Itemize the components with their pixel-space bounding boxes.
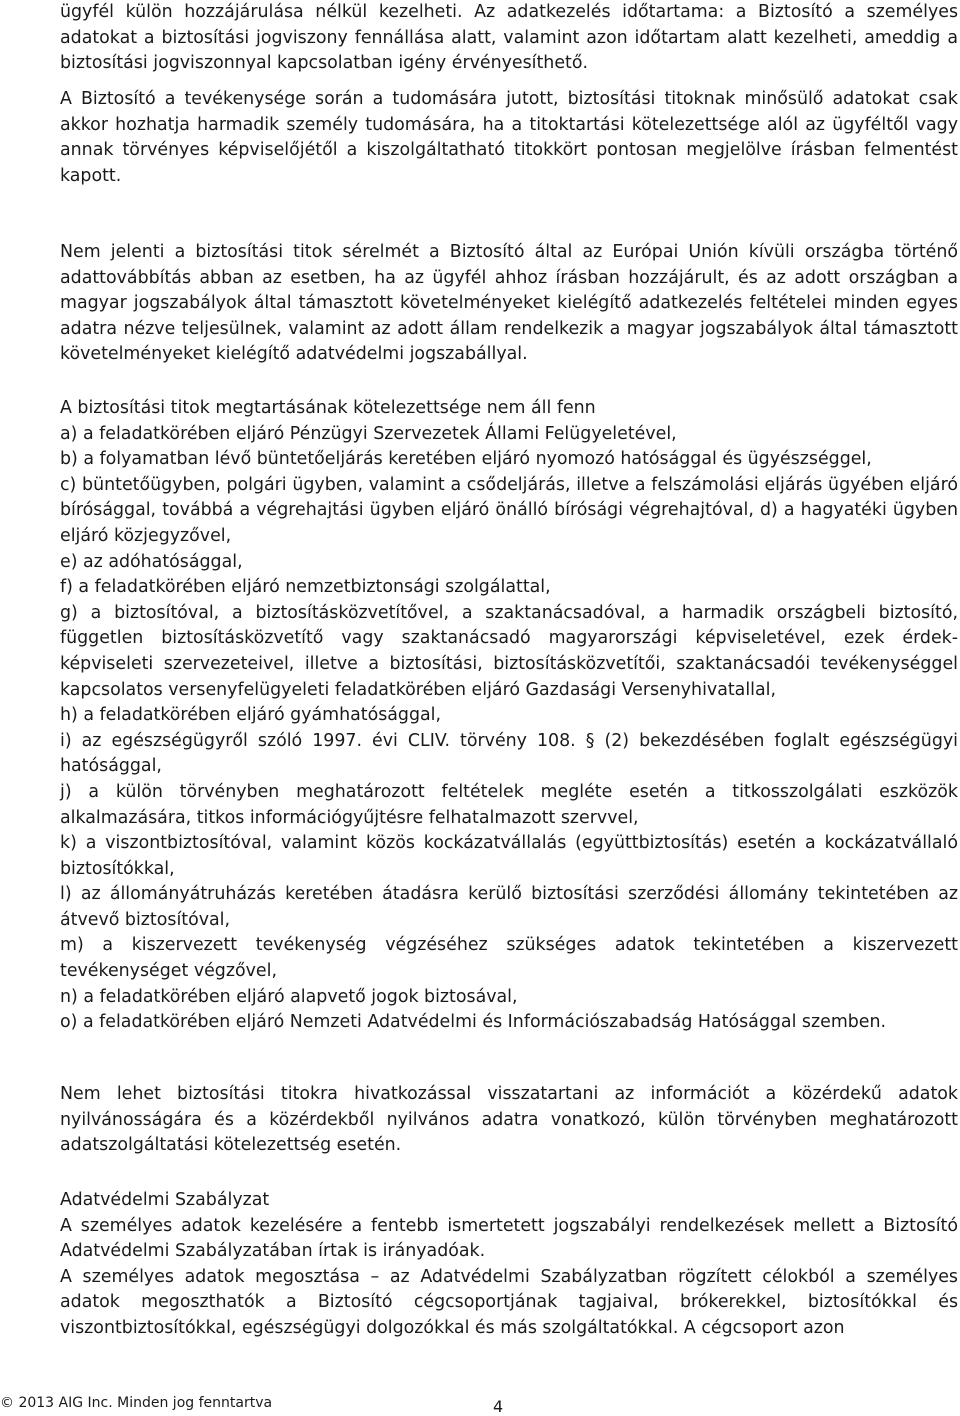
page-number: 4 bbox=[493, 1397, 504, 1416]
list-item: k) a viszontbiztosítóval, valamint közös kockázatvállalás (együttbiztosítás) esetén a kockázatvállaló biztosítókkal, bbox=[60, 833, 958, 879]
paragraph-public-data: Nem lehet biztosítási titokra hivatkozással visszatartani az információt a közérdekű adatok nyilvánosságára és a közérdekből nyilvános adatra vonatkozó, külön törvényben meghatározott adatszolgáltatási kötelezettség esetén. bbox=[60, 1084, 958, 1156]
paragraph-policy: A személyes adatok kezelésére a fentebb ismertetett jogszabályi rendelkezések mellett a Biztosító Adatvédelmi Szabályzatában írtak is irányadóak. bbox=[60, 1215, 958, 1262]
list-item: m) a kiszervezett tevékenység végzéséhez szükséges adatok tekintetében a kiszervezett tevékenységet végzővel, bbox=[60, 935, 958, 982]
list-item: h) a feladatkörében eljáró gyámhatósággal, bbox=[60, 705, 442, 726]
list-item: n) a feladatkörében eljáró alapvető jogok biztosával, bbox=[60, 986, 518, 1007]
list-item: e) az adóhatósággal, bbox=[60, 551, 243, 572]
list-item: f) a feladatkörében eljáró nemzetbiztonsági szolgálattal, bbox=[60, 577, 551, 598]
paragraph-sharing: A személyes adatok megosztása – az Adatvédelmi Szabályzatban rögzített célokból a személyes adatok megoszthatók a Biztosító cégcsoportjának tagjaival, brókerekkel, biztosítókkal és viszontbiztosítókkal, egészségügyi dolgozókkal és más szolgáltatókkal. A cégcsoport azon bbox=[60, 1266, 958, 1338]
list-item: c) büntetőügyben, polgári ügyben, valamint a csődeljárás, illetve a felszámolási eljárás ügyében eljáró bírósággal, továbbá a végrehajtási ügyben eljáró önálló bírósági végrehajtóval, d) a hagyatéki ügyben eljáró közjegyzővel, bbox=[60, 474, 958, 546]
list-intro: A biztosítási titok megtartásának kötelezettsége nem áll fenn bbox=[60, 398, 596, 418]
paragraph-data-retention: ügyfél külön hozzájárulása nélkül kezelheti. Az adatkezelés időtartama: a Biztosító a személyes adatokat a biztosítási jogviszony fennállása alatt, valamint azon időtartam alatt kezelheti, ameddig a biztosítási jogviszonnyal kapcsolatban igény érvényesíthető. bbox=[60, 2, 958, 74]
list-item: a) a feladatkörében eljáró Pénzügyi Szervezetek Állami Felügyeletével, bbox=[60, 423, 677, 444]
list-item: g) a biztosítóval, a biztosításközvetítővel, a szaktanácsadóval, a harmadik országbeli biztosító, független biztosításközvetítő vagy szaktanácsadó magyarországi képviseletével, ezek érdek-képviseleti szervezeteivel, illetve a biztosítási, biztosításközvetítői, szaktanácsadói tevékenységgel kapcsolatos versenyfelügyeleti feladatkörében eljáró Gazdasági Versenyhivatallal, bbox=[60, 602, 958, 700]
list-item: o) a feladatkörében eljáró Nemzeti Adatvédelmi és Információszabadság Hatósággal szemben. bbox=[60, 1012, 887, 1033]
list-item: j) a külön törvényben meghatározott feltételek megléte esetén a titkosszolgálati eszközök alkalmazására, titkos információgyűjtésre felhatalmazott szervvel, bbox=[60, 781, 958, 828]
page-footer bbox=[0, 1394, 960, 1416]
list-item: b) a folyamatban lévő büntetőeljárás keretében eljáró nyomozó hatósággal és ügyészséggel, bbox=[60, 449, 872, 470]
copyright-text: © 2013 AIG Inc. Minden jog fenntartva bbox=[0, 1395, 273, 1411]
list-item: l) az állományátruházás keretében átadásra kerülő biztosítási szerződési állomány tekintetében az átvevő biztosítóval, bbox=[60, 884, 958, 930]
exceptions-list bbox=[60, 396, 958, 1036]
paragraph-secret-disclosure: A Biztosító a tevékenysége során a tudomására jutott, biztosítási titoknak minősülő adatokat csak akkor hozhatja harmadik személy tudomására, ha a titoktartási kötelezettsége alól az ügyféltől vagy annak törvényes képviselőjétől a kiszolgáltatható titokkört pontosan megjelölve írásban felmentést kapott. bbox=[60, 89, 958, 186]
section-title: Adatvédelmi Szabályzat bbox=[60, 1190, 270, 1210]
paragraph-eu-transfer: Nem jelenti a biztosítási titok sérelmét a Biztosító által az Európai Unión kívüli országba történő adattovábbítás abban az esetben, ha az ügyfél ahhoz írásban hozzájárult, és az adott országban a magyar jogszabályok által támasztott követelményeket kielégítő adatkezelés feltételei minden egyes adatra nézve teljesülnek, valamint az adott állam rendelkezik a magyar jogszabályok által támasztott követelményeket kielégítő adatvédelmi jogszabállyal. bbox=[60, 242, 958, 365]
list-item: i) az egészségügyről szóló 1997. évi CLIV. törvény 108. § (2) bekezdésében foglalt egészségügyi hatósággal, bbox=[60, 730, 958, 777]
